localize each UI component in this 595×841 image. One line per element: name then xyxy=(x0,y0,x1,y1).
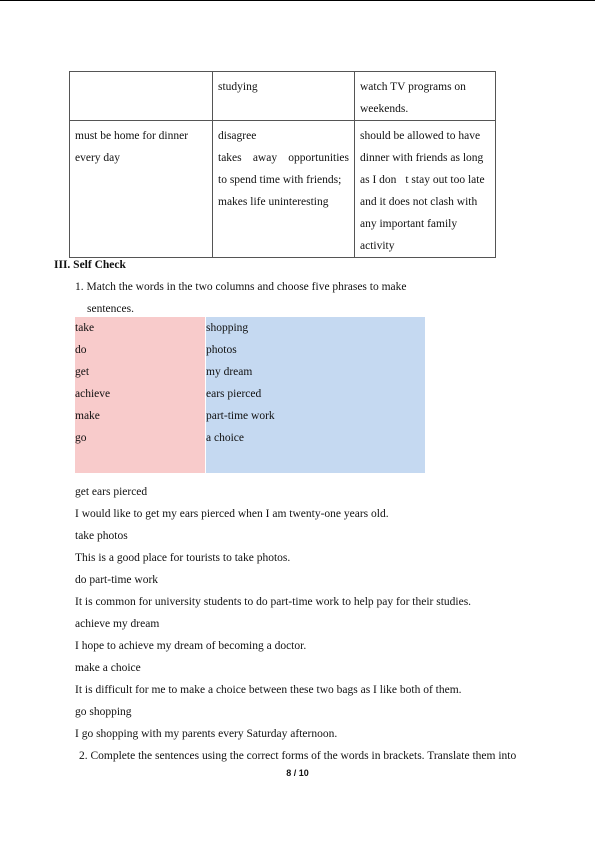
verb-item: go xyxy=(75,432,87,444)
verb-item: achieve xyxy=(75,388,111,400)
verb-column xyxy=(75,317,205,473)
answer-sentence: I go shopping with my parents every Saturday afternoon. xyxy=(75,728,338,740)
cell-line: to spend time with friends; xyxy=(218,174,342,186)
answer-phrase: get ears pierced xyxy=(75,486,148,498)
answer-phrase: achieve my dream xyxy=(75,618,160,630)
page-number: 8 / 10 xyxy=(286,768,309,778)
table-cell xyxy=(355,121,496,258)
cell-line: studying xyxy=(218,81,258,93)
noun-column xyxy=(206,317,425,473)
answer-phrase: take photos xyxy=(75,530,128,542)
table-cell xyxy=(70,121,213,258)
table-cell xyxy=(213,72,355,121)
answer-phrase: do part-time work xyxy=(75,574,159,586)
noun-item: ears pierced xyxy=(206,388,262,400)
cell-line: must be home for dinner xyxy=(75,130,189,142)
cell-line: takes away opportunities xyxy=(218,152,349,164)
answer-sentence: This is a good place for tourists to take photos. xyxy=(75,552,291,564)
cell-line: makes life uninteresting xyxy=(218,196,329,208)
answer-phrase: make a choice xyxy=(75,662,141,674)
cell-line: activity xyxy=(360,240,395,252)
header-rule xyxy=(0,0,595,1)
cell-line: and it does not clash with xyxy=(360,196,478,208)
opinion-table xyxy=(69,71,496,258)
cell-line: as I don t stay out too late xyxy=(360,174,479,186)
noun-item: a choice xyxy=(206,432,244,444)
answer-sentence: I hope to achieve my dream of becoming a doctor. xyxy=(75,640,307,652)
verb-item: do xyxy=(75,344,87,356)
task-instruction: 2. Complete the sentences using the correct forms of the words in brackets. Translate them into xyxy=(79,750,517,762)
task-instruction: sentences. xyxy=(87,303,134,315)
verb-item: get xyxy=(75,366,90,378)
cell-line: watch TV programs on xyxy=(360,81,466,93)
table-cell xyxy=(355,72,496,121)
cell-line: every day xyxy=(75,152,121,164)
cell-line: any important family xyxy=(360,218,458,230)
noun-item: my dream xyxy=(206,366,253,378)
task-instruction: 1. Match the words in the two columns and choose five phrases to make xyxy=(75,281,407,293)
cell-line: dinner with friends as long xyxy=(360,152,484,164)
noun-item: photos xyxy=(206,344,237,356)
table-cell xyxy=(70,72,213,121)
table-cell xyxy=(213,121,355,258)
cell-line: weekends. xyxy=(360,103,409,115)
table-row xyxy=(70,121,496,258)
answer-sentence: I would like to get my ears pierced when I am twenty-one years old. xyxy=(75,508,389,520)
cell-line: should be allowed to have xyxy=(360,130,481,142)
answer-sentence: It is difficult for me to make a choice between these two bags as I like both of them. xyxy=(75,684,462,696)
answer-phrase: go shopping xyxy=(75,706,132,718)
noun-item: shopping xyxy=(206,322,249,334)
cell-line: disagree xyxy=(218,130,257,142)
verb-item: take xyxy=(75,322,95,334)
section-heading: III. Self Check xyxy=(54,259,126,271)
table-row xyxy=(70,72,496,121)
answer-sentence: It is common for university students to do part-time work to help pay for their studies. xyxy=(75,596,472,608)
verb-item: make xyxy=(75,410,100,422)
noun-item: part-time work xyxy=(206,410,275,422)
